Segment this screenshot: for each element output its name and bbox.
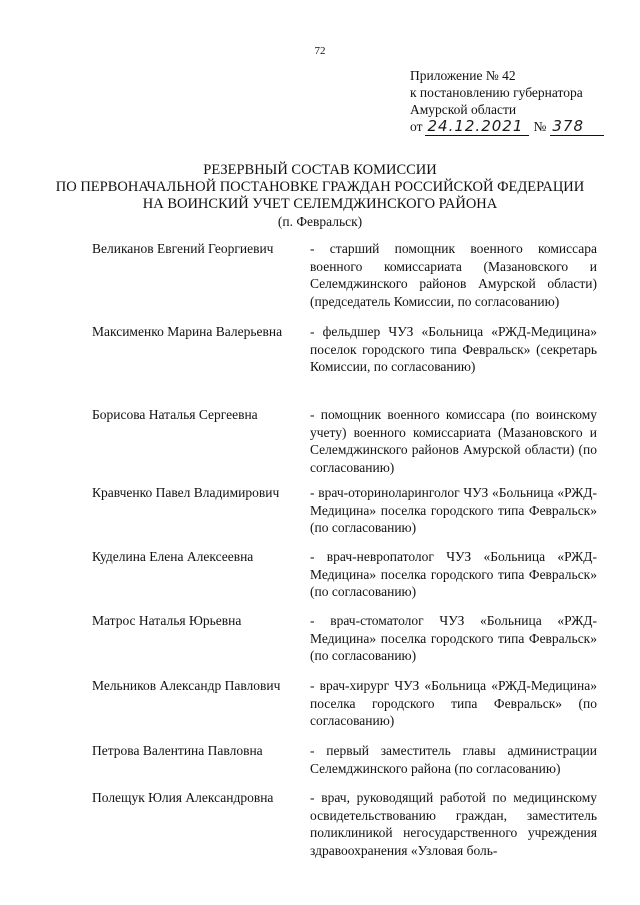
list-item [92, 612, 604, 665]
title-line-3: НА ВОИНСКИЙ УЧЕТ СЕЛЕМДЖИНСКОГО РАЙОНА [142, 196, 498, 212]
number-label: № [533, 119, 547, 134]
appendix-line-3: Амурской области [410, 102, 517, 117]
list-item [92, 789, 604, 859]
list-item [92, 240, 604, 310]
member-name: Куделина Елена Алексеевна [92, 549, 254, 564]
list-item [92, 548, 604, 601]
member-name: Полещук Юлия Александровна [92, 790, 274, 805]
member-role: - врач-невропатолог ЧУЗ «Больница «РЖД-Медицина» поселка городского типа Февральск» (по согласованию) [310, 549, 597, 599]
list-item [92, 677, 604, 730]
member-role: - врач-стоматолог ЧУЗ «Больница «РЖД-Медицина» поселка городского типа Февральск» (по согласованию) [310, 613, 597, 663]
title-line-1: РЕЗЕРВНЫЙ СОСТАВ КОМИССИИ [203, 162, 437, 178]
member-name: Матрос Наталья Юрьевна [92, 613, 242, 628]
member-role: - врач-оториноларинголог ЧУЗ «Больница «РЖД-Медицина» поселка городского типа Февральск» (по согласованию) [310, 485, 597, 535]
title-subtitle: (п. Февральск) [277, 214, 363, 229]
member-role: - врач-хирург ЧУЗ «Больница «РЖД-Медицина» поселка городского типа Февральск» (по согласованию) [310, 678, 597, 728]
appendix-date-line [410, 118, 604, 136]
member-name: Мельников Александр Павлович [92, 678, 281, 693]
appendix-block [410, 67, 604, 136]
handwritten-number: 378 [550, 118, 604, 136]
member-name: Борисова Наталья Сергеевна [92, 407, 258, 422]
member-role: - помощник военного комиссара (по воинскому учету) военного комиссариата (Мазановского и Селемджинского районов Амурской области) (по согласованию) [310, 407, 597, 475]
list-item [92, 484, 604, 537]
title-line-2: ПО ПЕРВОНАЧАЛЬНОЙ ПОСТАНОВКЕ ГРАЖДАН РОССИЙСКОЙ ФЕДЕРАЦИИ [55, 179, 585, 195]
member-name: Максименко Марина Валерьевна [92, 324, 283, 339]
member-name: Кравченко Павел Владимирович [92, 485, 280, 500]
document-title [0, 162, 640, 230]
member-name: Великанов Евгений Георгиевич [92, 241, 274, 256]
date-prefix: от [410, 119, 423, 134]
list-item [92, 323, 604, 376]
appendix-line-2: к постановлению губернатора [410, 85, 583, 100]
page-number: 72 [314, 45, 326, 57]
list-item [92, 742, 604, 777]
member-role: - врач, руководящий работой по медицинскому освидетельствованию граждан, заместитель поликлиникой негосударственного учреждения здравоохранения «Узловая боль- [310, 790, 597, 858]
list-item [92, 406, 604, 476]
handwritten-date: 24.12.2021 [425, 118, 529, 136]
member-role: - первый заместитель главы администрации Селемджинского района (по согласованию) [310, 743, 597, 776]
member-role: - старший помощник военного комиссара военного комиссариата (Мазановского и Селемджинского районов Амурской области) (председатель Комиссии, по согласованию) [310, 241, 597, 309]
appendix-line-1: Приложение № 42 [410, 68, 516, 83]
member-role: - фельдшер ЧУЗ «Больница «РЖД-Медицина» поселок городского типа Февральск» (секретарь Комиссии, по согласованию) [310, 324, 597, 374]
member-name: Петрова Валентина Павловна [92, 743, 263, 758]
